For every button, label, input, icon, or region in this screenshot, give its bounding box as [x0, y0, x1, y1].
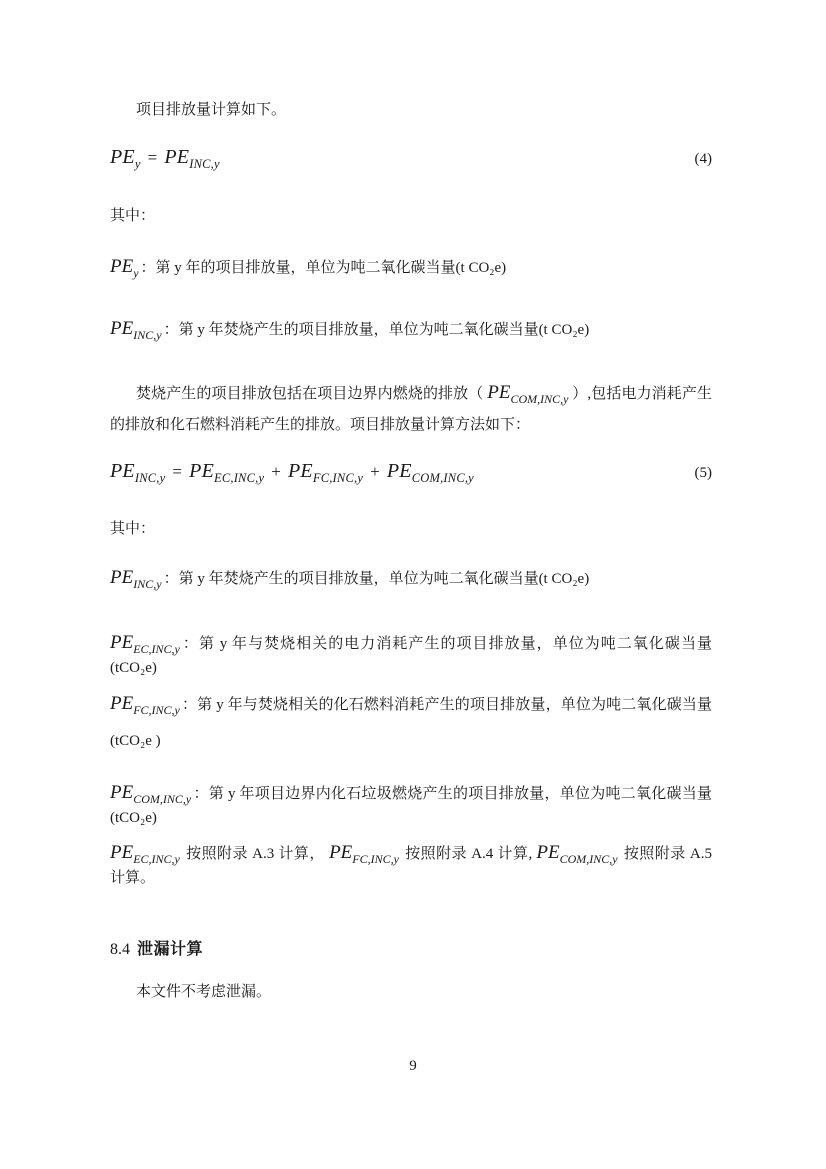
equation-number-5: (5) [694, 465, 712, 481]
definition-text: ：第 y 年焚烧产生的项目排放量，单位为吨二氧化碳当量(t CO₂e) [163, 571, 590, 587]
term-pe-inc-y: $PE_{INC,y}$ [110, 318, 162, 342]
formula-term: $PE_{COM,INC,y}$ [386, 460, 474, 485]
formula-term: $PE_{FC,INC,y}$ [288, 460, 364, 485]
intro-paragraph: 项目排放量计算如下。 [136, 102, 287, 118]
appendix-reference-paragraph [110, 841, 712, 890]
section-number: 8.4 [110, 941, 130, 958]
formula-term: $PE_{INC,y}$ [110, 460, 166, 485]
formula-term-pe-y: $PE_y$ [110, 146, 141, 171]
equation-5-row [110, 460, 712, 483]
incineration-paragraph [110, 377, 712, 441]
appendix-text: 按照附录 A.4 计算, [400, 846, 537, 862]
page-number: 9 [409, 1058, 417, 1074]
definition-pe-inc-y-2 [110, 566, 712, 591]
term-pe-com-inc-y: $PE_{COM,INC,y}$ [536, 842, 618, 866]
plus-operator: + [271, 462, 282, 481]
definition-pe-inc-y [110, 317, 712, 342]
section-heading-8-4 [110, 936, 712, 959]
definition-pe-fc-inc-y [110, 686, 712, 759]
paragraph-text: ）,包括电力消耗产生的排放和化石燃料消耗产生的排放。项目排放量计算方法如下： [110, 386, 712, 433]
formula-term: $PE_{EC,INC,y}$ [189, 460, 265, 485]
term-pe-fc-inc-y: $PE_{FC,INC,y}$ [110, 693, 180, 717]
plus-operator: + [370, 462, 380, 481]
term-pe-ec-inc-y: $PE_{EC,INC,y}$ [110, 842, 180, 866]
equals-operator: = [147, 148, 158, 167]
definition-text: ：第 y 年与焚烧相关的电力消耗产生的项目排放量，单位为吨二氧化碳当量(tCO₂e) [110, 636, 712, 676]
term-pe-inc-y: $PE_{INC,y}$ [110, 567, 162, 591]
section-title: 泄漏计算 [137, 941, 204, 958]
formula-4 [110, 146, 220, 169]
where-label-2: 其中： [110, 521, 156, 537]
term-pe-y: $PE_y$ [110, 256, 139, 280]
leakage-paragraph: 本文件不考虑泄漏。 [136, 984, 272, 1000]
definition-text: ：第 y 年项目边界内化石垃圾燃烧产生的项目排放量，单位为吨二氧化碳当量(tCO₂e) [110, 786, 712, 826]
equation-number-4: (4) [694, 151, 712, 167]
term-pe-ec-inc-y: $PE_{EC,INC,y}$ [110, 632, 180, 656]
term-pe-com-inc-y: $PE_{COM,INC,y}$ [487, 382, 569, 406]
appendix-text: 按照附录 A.3 计算， [181, 846, 330, 862]
definition-text: ：第 y 年焚烧产生的项目排放量，单位为吨二氧化碳当量(t CO₂e) [163, 322, 590, 338]
definition-pe-y [110, 255, 712, 280]
equation-4-row [110, 146, 712, 169]
formula-term-pe-inc-y: $PE_{INC,y}$ [164, 146, 220, 171]
definition-text: ：第 y 年与焚烧相关的化石燃料消耗产生的项目排放量，单位为吨二氧化碳当量(tCO₂e ) [110, 697, 712, 749]
term-pe-com-inc-y: $PE_{COM,INC,y}$ [110, 782, 192, 806]
term-pe-fc-inc-y: $PE_{FC,INC,y}$ [329, 842, 399, 866]
formula-5 [110, 460, 474, 483]
definition-pe-com-inc-y [110, 781, 712, 830]
definition-pe-ec-inc-y [110, 631, 712, 680]
definition-text: ：第 y 年的项目排放量，单位为吨二氧化碳当量(t CO₂e) [140, 260, 507, 276]
equals-operator: = [172, 462, 183, 481]
paragraph-text: 焚烧产生的项目排放包括在项目边界内燃烧的排放（ [136, 386, 488, 402]
appendix-text: 按照附录 A.5 计算。 [110, 846, 712, 886]
where-label-1: 其中： [110, 208, 156, 224]
